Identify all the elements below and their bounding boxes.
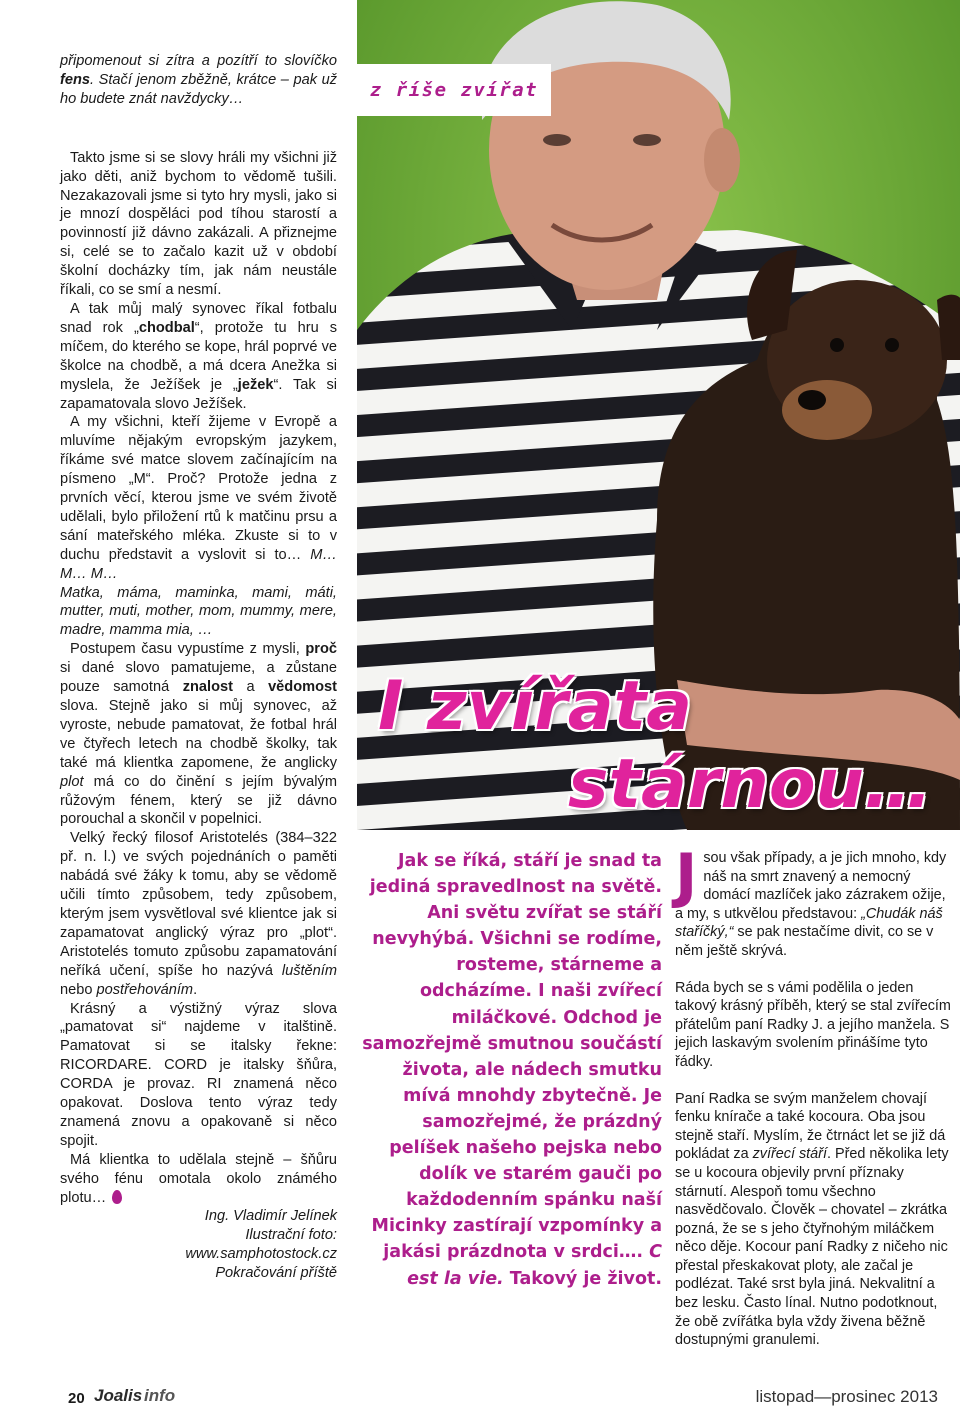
paragraph: A my všichni, kteří žijeme v Evropě a mluvíme nějakým evropským jazykem, říkáme své matce slovem začínajícím na písmeno „M“. Proč? Protože jedna z prvních věcí, kterou jsme ve svém životě udělali, bylo přiložení rtů k matčinu prsu a sání mateřského mléka. Zkuste si to v duchu představit a vyslovit si to… M… M… M… (60, 414, 337, 582)
paragraph: připomenout si zítra a pozítří to slovíčko fens. Stačí jenom zběžně, krátce – pak už ho budete znát navždycky… (60, 53, 337, 107)
title-line-1: I zvířata (378, 667, 693, 746)
author-name: Ing. Vladimír Jelínek (204, 1208, 337, 1225)
section-tag: z říše zvířat (357, 64, 551, 116)
paragraph: A tak můj malý synovec říkal fotbalu snad rok „chodbal“, protože tu hru s míčem, do kterého se kope, hrál poprvé ve školce na chodbě, a má dcera Anežka si myslela, že Ježíšek je „ježek“. Tak si zapamatovala slovo Ježíšek. (60, 300, 338, 412)
issue-date: listopad—prosinec 2013 (755, 1387, 938, 1406)
title-line-2: stárnou… (568, 745, 932, 824)
paragraph: Velký řecký filosof Aristotelés (384–322 př. n. l.) ve svých pojednáních o paměti nabádá své žáky k tomu, aby se vědomě učili tímto způsobem, tedy způsobem, kterým jsem vysvětloval své klientce jak si zapamatovat anglický výraz pro „plot“. Aristotelés tomuto způsobu zapamatování neříká učení, spíše ho nazývá luštěním nebo postřehováním. (60, 830, 337, 998)
right-text-column (675, 841, 955, 1368)
paragraph: Má klientka to udělala stejně – šňůru svého fénu omotala okolo známého plotu… (60, 1151, 337, 1206)
paragraph: Jsou však případy, a je jich mnoho, kdy náš na smrt znavený a nemocný domácí mazlíček jako zázrakem ožije, a my, s utkvělou představou: „Chudák náš staříčký,“ se pak nestačíme divit, co se v něm ještě skrývá. (675, 841, 947, 959)
svg-text:Joalis: Joalis (94, 1386, 143, 1405)
paragraph: Krásný a výstižný výraz slova „pamatovat si“ najdeme v italštině. Pamatovat si se italsky řekne: RICORDARE. CORD je italsky šňůra, CORDA je provaz. RI znamená něco opakovat. Doslova tento výraz tedy znamená znovu a opakovaně si něco spojit. (60, 1000, 337, 1149)
paragraph: Postupem času vypustíme z mysli, proč si dané slovo pamatujeme, a zůstane pouze samotná znalost a vědomost slova. Stejně jako si můj synovec, až vyroste, nebude pamatovat, že fotbal hrál ve čtyřech letech na chodbě školky, tak také má klientka zapomene, že anglicky plot má co do činění s jejím bývalým růžovým fénem, který se již dávno porouchal a skončil v popelnici. (60, 641, 337, 828)
paragraph: Takto jsme si se slovy hráli my všichni již jako děti, aniž bychom to vědomě tušili. Nezakazovali jsme si tyto hry mysli, jako si je mnozí dospěláci pod tíhou starostí a povinností již dávno zakázali. A přiznejme si, celé se to začalo kazit už v období školní docházky tím, jak nám neustále říkali, co se smí a nesmí. (60, 149, 337, 299)
article-title (378, 668, 958, 824)
lead-paragraph: Jak se říká, stáří je snad ta jediná spravedlnost na světě. Ani světu zvířat se stáří nevyhýbá. Všichni se rodíme, rosteme, stárneme a odcházíme. I naši zvířecí miláčkové. Odchod je samozřejmě smutnou součástí života, ale nádech smutku mívá mnohdy zbytečně. Je samozřejmé, že prázdný pelíšek našeho pejska nebo dolík ve starém gauči po každodenním spánku naší Micinky zastírají vzpomínky a jakási prázdnota v srdci…. C est la vie. Takový je život. (362, 851, 662, 1289)
photo-credit-label: Ilustrační foto: (245, 1227, 337, 1244)
page-number: 20 (68, 1390, 85, 1407)
drop-cap: J (675, 841, 698, 911)
signature-block (60, 1207, 337, 1283)
paragraph: Ráda bych se s vámi podělila o jeden takový krásný příběh, který se stal zvířecím přátelům paní Radky J. a jejího manžela. S jejich laskavým svolením přinášíme tyto řádky. (675, 979, 951, 1070)
end-mark-icon (112, 1190, 122, 1204)
paragraph: Matka, máma, maminka, mami, máti, mutter, muti, mother, mom, mummy, mere, madre, mamma mia, … (60, 584, 337, 639)
svg-text:info: info (144, 1386, 176, 1405)
paragraph: Paní Radka se svým manželem chovají fenku knírače a také kocoura. Oba jsou stejně staří. Myslím, že čtrnáct let se již dá pokládat za zvířecí stáří. Před několika lety se u kocoura objevily první příznaky stárnutí. Alespoň tomu všechno nasvědčovalo. Člověk – chovatel – zkrátka pozná, že se s jeho čtyřnohým miláčkem něco děje. Kocour paní Radky z ničeho nic přestal přeskakovat ploty, ale začal je podlézat. Také srst byla jiná. Nekvalitní a bez lesku. Často línal. Nutno podotknout, že obě zvířátka byla vždy živena běžně dostupnými granulemi. (675, 1090, 949, 1349)
left-text-column (60, 52, 337, 1283)
photo-credit-url: www.samphotostock.cz (185, 1246, 337, 1263)
joalis-info-logo (92, 1383, 182, 1407)
continuation-note: Pokračování příště (215, 1265, 337, 1282)
